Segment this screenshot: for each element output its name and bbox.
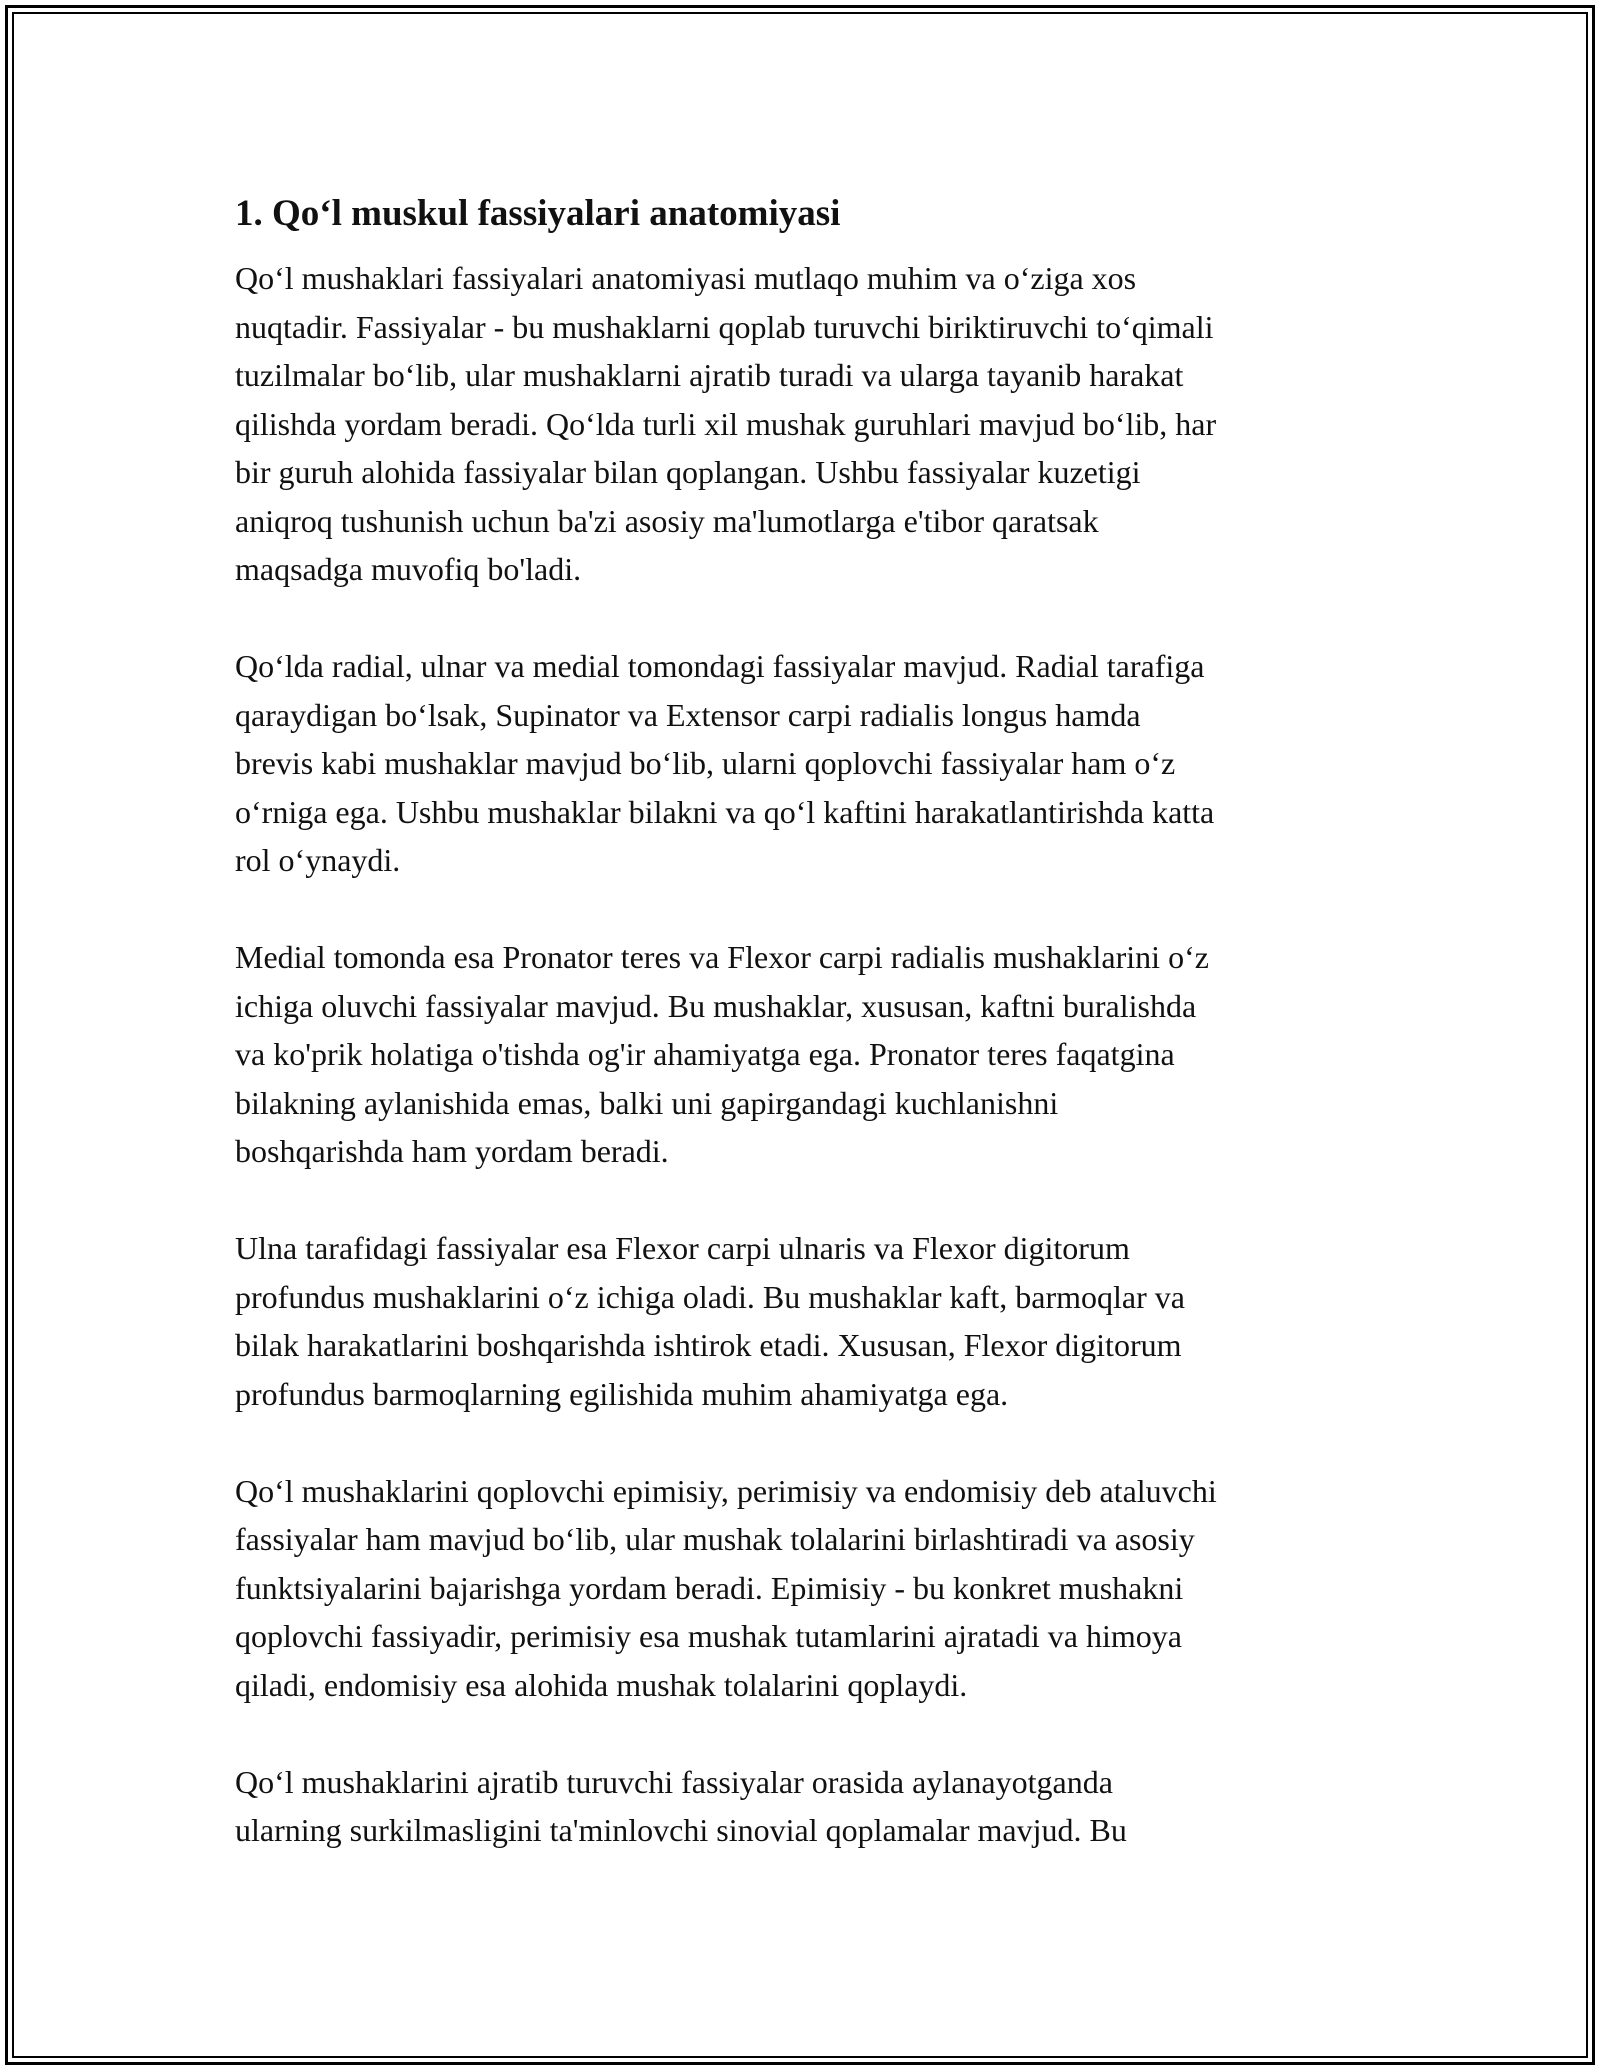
paragraph-line: va ko'prik holatiga o'tishda og'ir ahamiyatga ega. Pronator teres faqatgina	[235, 1036, 1175, 1072]
paragraph-line: o‘rniga ega. Ushbu mushaklar bilakni va qo‘l kaftini harakatlantirishda katta	[235, 793, 1215, 830]
paragraph-1	[235, 254, 1375, 594]
paragraph-line: bilak harakatlarini boshqarishda ishtirok etadi. Xususan, Flexor digitorum	[235, 1327, 1182, 1363]
paragraph-3	[235, 933, 1375, 1176]
paragraph-line: Qo‘l mushaklarini qoplovchi epimisiy, perimisiy va endomisiy deb ataluvchi	[235, 1472, 1217, 1509]
paragraph-line: ichiga oluvchi fassiyalar mavjud. Bu mushaklar, xususan, kaftni buralishda	[235, 987, 1197, 1024]
section-heading: 1. Qo‘l muskul fassiyalari anatomiyasi	[235, 193, 841, 234]
paragraph-line: qiladi, endomisiy esa alohida mushak tolalarini qoplaydi.	[235, 1666, 968, 1703]
paragraph-line: rol o‘ynaydi.	[235, 842, 401, 878]
paragraph-line: Medial tomonda esa Pronator teres va Flexor carpi radialis mushaklarini o‘z	[235, 939, 1209, 975]
paragraph-6	[235, 1758, 1375, 1855]
paragraph-4	[235, 1224, 1375, 1418]
paragraph-5	[235, 1467, 1375, 1710]
paragraph-line: brevis kabi mushaklar mavjud bo‘lib, ularni qoplovchi fassiyalar ham o‘z	[235, 745, 1176, 781]
paragraph-line: tuzilmalar bo‘lib, ular mushaklarni ajratib turadi va ularga tayanib harakat	[235, 357, 1184, 393]
paragraph-line: qilishda yordam beradi. Qo‘lda turli xil mushak guruhlari mavjud bo‘lib, har	[235, 405, 1217, 442]
paragraph-line: bilakning aylanishida emas, balki uni gapirgandagi kuchlanishni	[235, 1084, 1059, 1121]
paragraph-line: Qo‘l mushaklarini ajratib turuvchi fassiyalar orasida aylanayotganda	[235, 1763, 1113, 1800]
paragraph-line: qoplovchi fassiyadir, perimisiy esa mushak tutamlarini ajratadi va himoya	[235, 1618, 1182, 1654]
paragraph-line: ularning surkilmasligini ta'minlovchi sinovial qoplamalar mavjud. Bu	[235, 1812, 1127, 1848]
paragraph-line: bir guruh alohida fassiyalar bilan qoplangan. Ushbu fassiyalar kuzetigi	[235, 454, 1141, 490]
paragraph-line: aniqroq tushunish uchun ba'zi asosiy ma'lumotlarga e'tibor qaratsak	[235, 502, 1099, 539]
paragraph-line: funktsiyalarini bajarishga yordam beradi. Epimisiy - bu konkret mushakni	[235, 1569, 1184, 1606]
paragraph-2	[235, 642, 1375, 885]
paragraph-line: fassiyalar ham mavjud bo‘lib, ular mushak tolalarini birlashtiradi va asosiy	[235, 1521, 1195, 1557]
paragraph-line: qaraydigan bo‘lsak, Supinator va Extensor carpi radialis longus hamda	[235, 696, 1141, 733]
paragraph-line: boshqarishda ham yordam beradi.	[235, 1133, 669, 1169]
paragraph-line: maqsadga muvofiq bo'ladi.	[235, 551, 582, 587]
paragraph-line: profundus mushaklarini o‘z ichiga oladi. Bu mushaklar kaft, barmoqlar va	[235, 1278, 1185, 1315]
paragraph-line: Qo‘lda radial, ulnar va medial tomondagi fassiyalar mavjud. Radial tarafiga	[235, 648, 1205, 684]
document-body	[235, 186, 1375, 1903]
paragraph-line: Ulna tarafidagi fassiyalar esa Flexor carpi ulnaris va Flexor digitorum	[235, 1230, 1130, 1266]
paragraph-line: profundus barmoqlarning egilishida muhim ahamiyatga ega.	[235, 1375, 1009, 1412]
paragraph-line: nuqtadir. Fassiyalar - bu mushaklarni qoplab turuvchi biriktiruvchi to‘qimali	[235, 308, 1214, 345]
paragraph-line: Qo‘l mushaklari fassiyalari anatomiyasi mutlaqo muhim va o‘ziga xos	[235, 260, 1137, 296]
